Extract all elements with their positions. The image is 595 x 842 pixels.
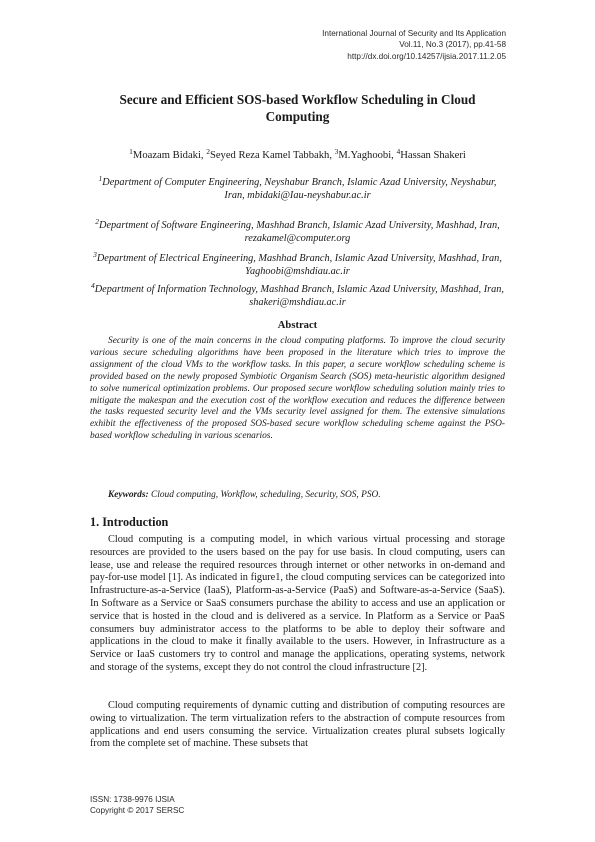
paper-title: Secure and Efficient SOS-based Workflow Scheduling in Cloud Computing [119,92,476,124]
author-list [90,147,505,161]
abstract-text: Security is one of the main concerns in the cloud computing platforms. To improve the cloud security various secure scheduling algorithms have been proposed in the literature which tries to improve the assignment of the cloud VMs to the workflow tasks. In this paper, a secure workflow scheduling scheme is provided based on the newly proposed Symbiotic Organism Search (SOS) meta-heuristic algorithm designed to solve numerical optimization problems. Our proposed secure workflow scheduling solution mainly tries to mitigate the makespan and the execution cost of the workflow execution and reduces the difference between the tasks requested security level and the VMs security level assigned for them. The extensive simulations exhibit the effectiveness of the proposed SOS-based secure workflow scheduling scheme against the PSO-based workflow scheduling in various scenarios. [90,336,505,442]
author-3-number: 3 [334,147,339,156]
issn: ISSN: 1738-9976 IJSIA [90,795,175,804]
author-2-number: 2 [206,147,210,156]
keywords-text: Cloud computing, Workflow, scheduling, Security, SOS, PSO. [148,490,381,500]
affiliation-1-text: Department of Computer Engineering, Neyshabur Branch, Islamic Azad University, Neyshabur, Iran, mbidaki@Iau-neyshabur.ac.ir [102,177,497,202]
author-4-number: 4 [396,147,401,156]
affiliation-4-text: Department of Information Technology, Mashhad Branch, Islamic Azad University, Mashhad, Iran, shakeri@mshdiau.ac.ir [94,284,505,309]
affiliation-2 [90,215,505,245]
journal-name: International Journal of Security and Its Application [322,29,506,38]
author-4-name: Hassan Shakeri [400,150,466,161]
affiliation-2-text: Department of Software Engineering, Mashhad Branch, Islamic Azad University, Mashhad, Iran, rezakamel@computer.org [99,220,500,245]
affiliation-2-number: 2 [95,217,100,226]
affiliation-3-text: Department of Electrical Engineering, Mashhad Branch, Islamic Azad University, Mashhad, Iran, Yaghoobi@mshdiau.ac.ir [96,253,502,278]
volume-info: Vol.11, No.3 (2017), pp.41-58 [399,40,506,50]
affiliation-1 [90,172,505,202]
affiliation-4-number: 4 [90,281,95,290]
author-1-name: Moazam Bidaki, [132,150,207,161]
page-footer [90,794,184,816]
affiliation-1-number: 1 [98,174,103,183]
copyright: Copyright © 2017 SERSC [90,806,185,815]
author-1-number: 1 [129,147,133,156]
author-2-name: Seyed Reza Kamel Tabbakh, [209,150,335,161]
body-paragraph-1: Cloud computing is a computing model, in which various virtual processing and storage resources are provided to the users based on the pay for use basis. In cloud computing, users can lease, use and release the required resources through internet or other networks in on-demand and pay-for-use model [1]. As indicated in figure1, the cloud computing services can be categorized into Infrastructure-as-a-Service (IaaS), Platform-as-a-Service (PaaS) and Software-as-a-Service (SaaS). In Software as a Service or SaaS consumers purchase the ability to access and use an application or service that is hosted in the cloud and is delivered as a service. In Platform as a Service or PaaS consumers buy administrator access to the platforms to be able to deploy their software and applications in the cloud to make it finally available to the users. However, in Infrastructure as a Service or IaaS customers try to control and manage the applications, operating systems, network and storage of the systems, except they do not control the cloud infrastructure [2]. [90,534,505,673]
affiliation-4 [90,279,505,309]
abstract-heading: Abstract [277,320,318,331]
keywords-label: Keywords: [108,490,149,500]
affiliation-3 [90,248,505,278]
running-header [322,28,506,62]
section-heading: 1. Introduction [90,515,169,529]
affiliation-3-number: 3 [93,250,97,259]
keywords [108,490,505,500]
doi-link[interactable]: http://dx.doi.org/10.14257/ijsia.2017.11.2.05 [347,51,506,61]
author-3-name: M.Yaghoobi, [338,150,397,161]
body-paragraph-2: Cloud computing requirements of dynamic cutting and distribution of computing resources are owing to virtualization. The term virtualization refers to the abstraction of compute resources from applications and end users consuming the service. Virtualization creates plural subsets logically from the complete set of machine. These subsets that [90,700,505,750]
